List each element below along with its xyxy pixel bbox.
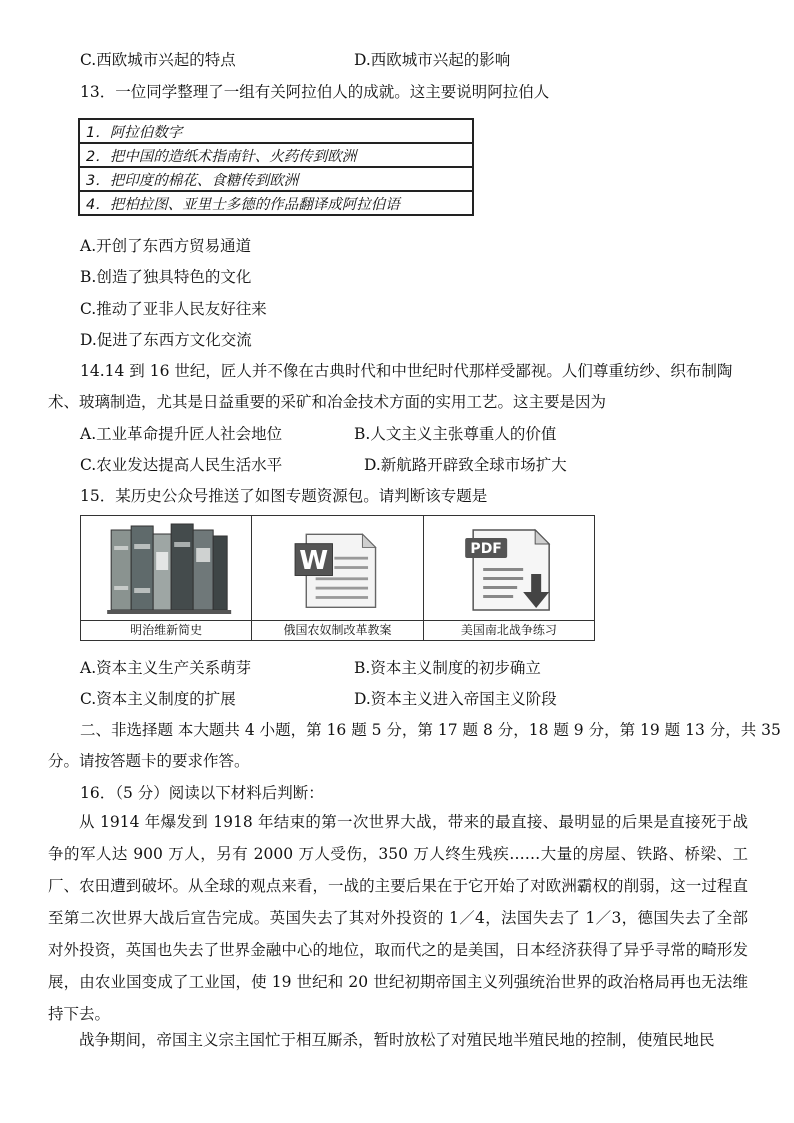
- resource-pack-figure: [80, 515, 595, 641]
- resource-cell-books: [81, 516, 252, 640]
- q15-option-d: D.资本主义进入帝国主义阶段: [354, 690, 557, 708]
- q13-option-d: D.促进了东西方文化交流: [80, 331, 252, 349]
- table-row: [79, 191, 473, 215]
- q14-options-row1: [80, 422, 557, 444]
- q16-material-continued: [48, 1024, 748, 1056]
- table-cell: 4．把柏拉图、亚里士多德的作品翻译成阿拉伯语: [79, 191, 473, 215]
- caption-usa: 美国南北战争练习: [460, 623, 557, 637]
- q16-material: [48, 806, 748, 1030]
- table-cell: 1．阿拉伯数字: [79, 119, 473, 143]
- word-letter: W: [299, 545, 329, 576]
- table-row: [79, 143, 473, 167]
- pdf-letters: PDF: [470, 541, 502, 557]
- q14-stem-line1: 14.14 到 16 世纪，匠人并不像在古典时代和中世纪时代那样受鄙视。人们尊重纺纱、织布制陶: [80, 362, 733, 380]
- caption-russia: 俄国农奴制改革教案: [283, 623, 392, 637]
- resource-cell-word: [252, 516, 423, 640]
- word-doc-image: [252, 516, 422, 621]
- q14-option-a: A.工业革命提升匠人社会地位: [80, 425, 283, 443]
- q14-options-row2: [80, 453, 567, 475]
- q15-stem: 15．某历史公众号推送了如图专题资源包。请判断该专题是: [80, 487, 488, 505]
- table-row: [79, 119, 473, 143]
- q12-option-c: C.西欧城市兴起的特点: [80, 51, 236, 69]
- q13-stem: 13．一位同学整理了一组有关阿拉伯人的成就。这主要说明阿拉伯人: [80, 83, 550, 101]
- q14-option-b: B.人文主义主张尊重人的价值: [354, 425, 557, 443]
- section2-heading-line2: 分。请按答题卡的要求作答。: [48, 752, 250, 770]
- books-icon: [81, 516, 251, 620]
- q14-option-c: C.农业发达提高人民生活水平: [80, 456, 283, 474]
- q14-option-d: D.新航路开辟致全球市场扩大: [364, 456, 567, 474]
- table-cell: 3．把印度的棉花、食糖传到欧洲: [79, 167, 473, 191]
- q15-options-row2: [80, 687, 557, 709]
- pdf-doc-image: [424, 516, 594, 621]
- resource-cell-pdf: [424, 516, 594, 640]
- caption-meiji: 明治维新简史: [130, 623, 203, 637]
- q13-option-c: C.推动了亚非人民友好往来: [80, 300, 267, 318]
- q13-achievement-table: [78, 118, 474, 216]
- q15-option-b: B.资本主义制度的初步确立: [354, 659, 541, 677]
- q12-options-row: [80, 48, 511, 70]
- q13-option-b: B.创造了独具特色的文化: [80, 268, 252, 286]
- q16-stem: 16．（5 分）阅读以下材料后判断：: [80, 784, 324, 802]
- books-image: [81, 516, 251, 621]
- table-cell: 2．把中国的造纸术指南针、火药传到欧洲: [79, 143, 473, 167]
- q12-option-d: D.西欧城市兴起的影响: [354, 51, 511, 69]
- q16-paragraph-2: 战争期间，帝国主义宗主国忙于相互厮杀，暂时放松了对殖民地半殖民地的控制，使殖民地民: [79, 1031, 715, 1049]
- q15-options-row1: [80, 656, 541, 678]
- pdf-doc-icon: [424, 516, 594, 620]
- q13-option-a: A.开创了东西方贸易通道: [80, 237, 252, 255]
- q15-option-c: C.资本主义制度的扩展: [80, 690, 236, 708]
- q14-stem-line2: 术、玻璃制造，尤其是日益重要的采矿和冶金技术方面的实用工艺。这主要是因为: [48, 393, 607, 411]
- word-doc-icon: [252, 516, 422, 620]
- table-row: [79, 167, 473, 191]
- q15-option-a: A.资本主义生产关系萌芽: [80, 659, 252, 677]
- q16-paragraph-1: 从 1914 年爆发到 1918 年结束的第一次世界大战，带来的最直接、最明显的后果是直接死于战争的军人达 900 万人，另有 2000 万人受伤，350 万人终生残疾……大量的房屋、铁路、桥梁、工厂、农田遭到破坏。从全球的观点来看，一战的主要后果在于它开始了对欧洲霸权的削弱，这一过程直至第二次世界大战后宣告完成。英国失去了其对外投资的 1／4，法国失去了 1／3，德国失去了全部对外投资，英国也失去了世界金融中心的地位，取而代之的是美国，日本经济获得了异乎寻常的畸形发展，由农业国变成了工业国，使 19 世纪和 20 世纪初期帝国主义列强统治世界的政治格局再也无法维持下去。: [48, 813, 748, 1023]
- section2-heading-line1: 二、非选择题 本大题共 4 小题，第 16 题 5 分，第 17 题 8 分，18 题 9 分，第 19 题 13 分，共 35: [80, 721, 781, 739]
